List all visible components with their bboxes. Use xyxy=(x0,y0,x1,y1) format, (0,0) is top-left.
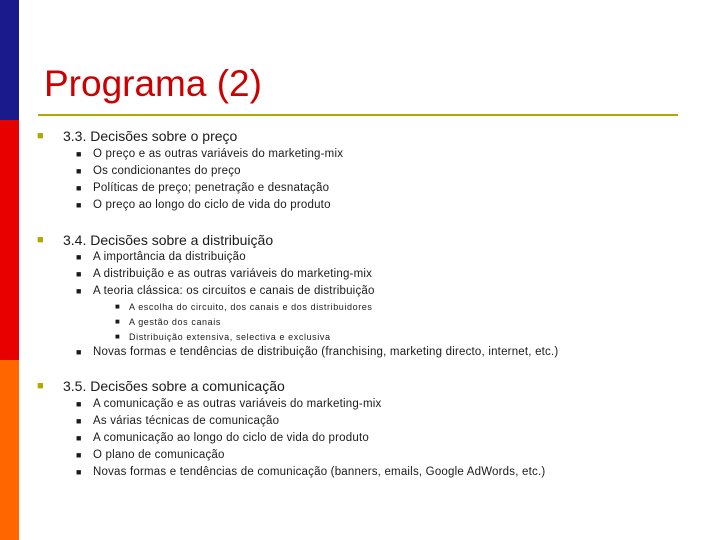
square-bullet-icon: ■ xyxy=(115,332,121,341)
list-item: ■ Novas formas e tendências de comunicação (banners, emails, Google AdWords, etc.) xyxy=(76,466,546,478)
square-bullet-icon: ■ xyxy=(76,166,82,176)
sub-list-item: ■ Distribuição extensiva, selectiva e exclusiva xyxy=(115,332,331,342)
square-bullet-icon: ■ xyxy=(76,200,82,210)
list-item: ■ As várias técnicas de comunicação xyxy=(76,415,280,427)
slide-title: Programa (2) xyxy=(44,63,262,104)
square-bullet-icon: ■ xyxy=(76,149,82,159)
square-bullet-icon: ■ xyxy=(115,302,121,311)
square-bullet-icon: ■ xyxy=(37,380,44,392)
left-color-bar-orange xyxy=(0,360,19,540)
section-heading-price: ■ 3.3. Decisões sobre o preço xyxy=(37,128,238,144)
list-item: ■ O preço ao longo do ciclo de vida do produto xyxy=(76,199,331,211)
section-heading-distribution: ■ 3.4. Decisões sobre a distribuição xyxy=(37,232,274,248)
square-bullet-icon: ■ xyxy=(76,399,82,409)
section-heading-communication: ■ 3.5. Decisões sobre a comunicação xyxy=(37,378,285,394)
title-underline xyxy=(38,114,678,116)
square-bullet-icon: ■ xyxy=(76,183,82,193)
square-bullet-icon: ■ xyxy=(76,450,82,460)
list-item: ■ A teoria clássica: os circuitos e canais de distribuição xyxy=(76,285,375,297)
square-bullet-icon: ■ xyxy=(76,467,82,477)
left-color-bar-blue xyxy=(0,0,19,120)
square-bullet-icon: ■ xyxy=(37,234,44,246)
list-item: ■ Novas formas e tendências de distribuição (franchising, marketing directo, internet, etc.) xyxy=(76,346,559,358)
square-bullet-icon: ■ xyxy=(76,416,82,426)
square-bullet-icon: ■ xyxy=(115,317,121,326)
list-item: ■ A comunicação ao longo do ciclo de vida do produto xyxy=(76,432,369,444)
list-item: ■ Políticas de preço; penetração e desnatação xyxy=(76,182,330,194)
sub-list-item: ■ A gestão dos canais xyxy=(115,317,221,327)
sub-list-item: ■ A escolha do circuito, dos canais e dos distribuidores xyxy=(115,302,373,312)
list-item: ■ A importância da distribuição xyxy=(76,251,246,263)
list-item: ■ O preço e as outras variáveis do marketing-mix xyxy=(76,148,344,160)
square-bullet-icon: ■ xyxy=(76,286,82,296)
square-bullet-icon: ■ xyxy=(76,347,82,357)
list-item: ■ A comunicação e as outras variáveis do marketing-mix xyxy=(76,398,382,410)
square-bullet-icon: ■ xyxy=(37,130,44,142)
left-color-bar-red xyxy=(0,120,19,360)
list-item: ■ O plano de comunicação xyxy=(76,449,225,461)
list-item: ■ Os condicionantes do preço xyxy=(76,165,241,177)
square-bullet-icon: ■ xyxy=(76,252,82,262)
list-item: ■ A distribuição e as outras variáveis do marketing-mix xyxy=(76,268,373,280)
square-bullet-icon: ■ xyxy=(76,269,82,279)
square-bullet-icon: ■ xyxy=(76,433,82,443)
